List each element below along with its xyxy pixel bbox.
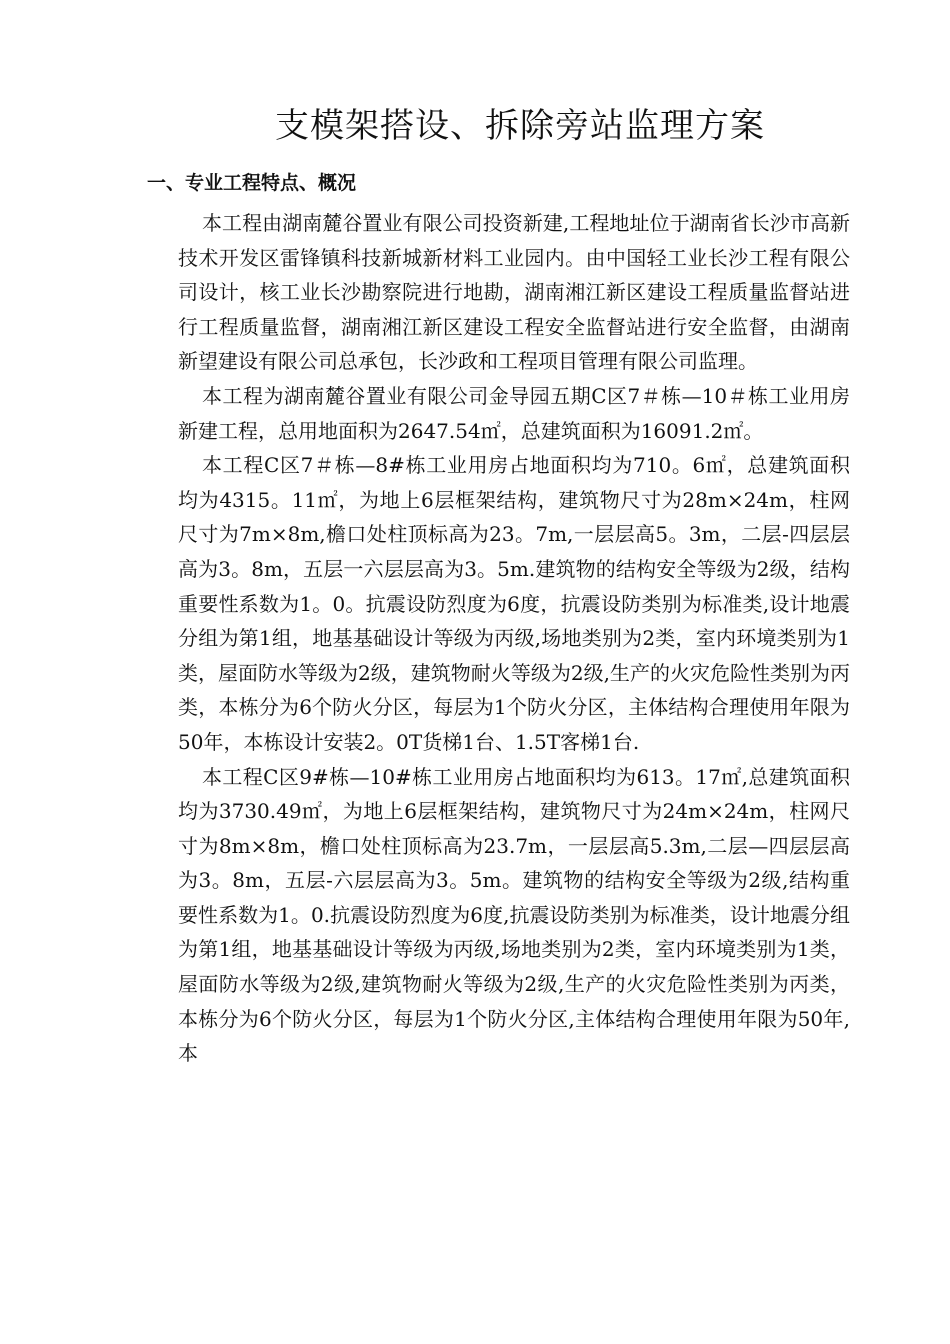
section-heading: 一、专业工程特点、概况 [147, 172, 357, 194]
document-body [178, 206, 850, 1071]
paragraph-building-7-8: 本工程C区7＃栋—8#栋工业用房占地面积均为710。6㎡，总建筑面积均为4315。11㎡，为地上6层框架结构，建筑物尺寸为28m×24m，柱网尺寸为7m×8m,檐口处柱顶标高为23。7m,一层层高5。3m，二层-四层层高为3。8m，五层一六层层高为3。5m.建筑物的结构安全等级为2级，结构重要性系数为1。0。抗震设防烈度为6度，抗震设防类别为标准类,设计地震分组为第1组，地基基础设计等级为丙级,场地类别为2类，室内环境类别为1类，屋面防水等级为2级，建筑物耐火等级为2级,生产的火灾危险性类别为丙类，本栋分为6个防火分区，每层为1个防火分区，主体结构合理使用年限为50年，本栋设计安装2。0T货梯1台、1.5T客梯1台. [178, 453, 850, 754]
document-title: 支模架搭设、拆除旁站监理方案 [275, 106, 765, 146]
paragraph-area-summary: 本工程为湖南麓谷置业有限公司金导园五期C区7＃栋—10＃栋工业用房新建工程，总用地面积为2647.54㎡，总建筑面积为16091.2㎡。 [178, 383, 850, 443]
paragraph-building-9-10: 本工程C区9#栋—10#栋工业用房占地面积均为613。17㎡,总建筑面积均为3730.49㎡，为地上6层框架结构，建筑物尺寸为24m×24m，柱网尺寸为8m×8m，檐口处柱顶标高为23.7m，一层层高5.3m,二层—四层层高为3。8m，五层-六层层高为3。5m。建筑物的结构安全等级为2级,结构重要性系数为1。0.抗震设防烈度为6度,抗震设防类别为标准类，设计地震分组为第1组，地基基础设计等级为丙级,场地类别为2类，室内环境类别为1类，屋面防水等级为2级,建筑物耐火等级为2级,生产的火灾危险性类别为丙类，本栋分为6个防火分区，每层为1个防火分区,主体结构合理使用年限为50年,本 [178, 764, 850, 1066]
paragraph-project-overview: 本工程由湖南麓谷置业有限公司投资新建,工程地址位于湖南省长沙市高新技术开发区雷锋镇科技新城新材料工业园内。由中国轻工业长沙工程有限公司设计，核工业长沙勘察院进行地勘，湖南湘江新区建设工程质量监督站进行工程质量监督，湖南湘江新区建设工程安全监督站进行安全监督，由湖南新望建设有限公司总承包，长沙政和工程项目管理有限公司监理。 [178, 211, 850, 374]
